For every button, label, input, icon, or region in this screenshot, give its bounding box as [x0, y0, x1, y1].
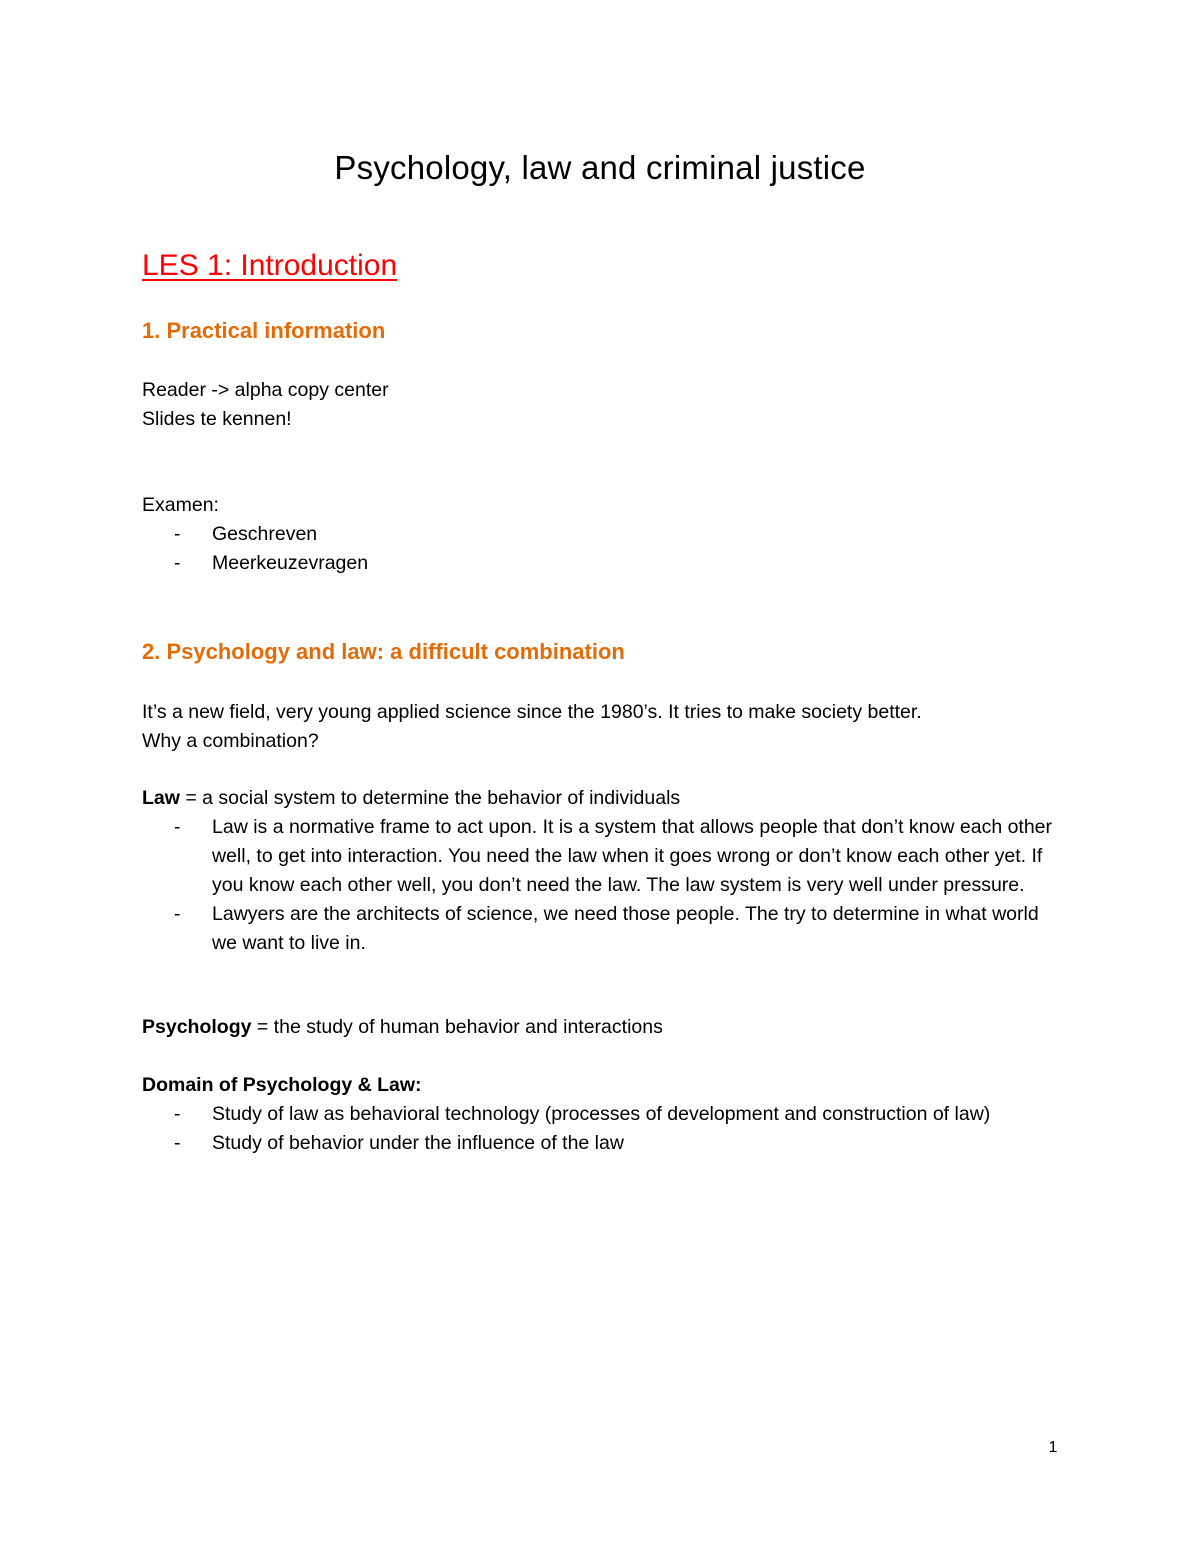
- list-item: [142, 549, 1062, 578]
- intro-line-1: It’s a new field, very young applied science since the 1980’s. It tries to make society better.: [142, 701, 922, 723]
- list-item: [142, 1129, 1062, 1158]
- law-definition: [142, 784, 680, 813]
- bullet-dash: -: [174, 523, 181, 545]
- law-points-list: [142, 813, 1062, 958]
- list-item-text: Geschreven: [212, 523, 318, 545]
- text-line-slides: Slides te kennen!: [142, 408, 292, 430]
- psychology-definition: [142, 1013, 663, 1042]
- domain-points-list: [142, 1100, 1062, 1158]
- list-item-text: Lawyers are the architects of science, we need those people. The try to determine in what world we want to live in.: [212, 903, 1039, 954]
- intro-line-2: Why a combination?: [142, 730, 319, 752]
- section-heading-psychology-and-law: 2. Psychology and law: a difficult combination: [142, 639, 625, 664]
- page-number: 1: [1048, 1439, 1058, 1456]
- section-heading-practical-information: 1. Practical information: [142, 318, 386, 343]
- document-title: Psychology, law and criminal justice: [334, 149, 866, 186]
- list-item: [142, 813, 1062, 900]
- bullet-dash: -: [174, 1103, 181, 1125]
- bullet-dash: -: [174, 1132, 181, 1154]
- law-term: Law: [142, 787, 180, 809]
- text-line-reader: Reader -> alpha copy center: [142, 379, 389, 401]
- exam-label: Examen:: [142, 494, 219, 516]
- list-item-text: Study of behavior under the influence of the law: [212, 1132, 624, 1154]
- exam-list: [142, 520, 1062, 578]
- list-item: [142, 1100, 1062, 1129]
- bullet-dash: -: [174, 552, 181, 574]
- psychology-term: Psychology: [142, 1016, 252, 1038]
- law-definition-text: = a social system to determine the behavior of individuals: [179, 787, 681, 809]
- list-item-text: Study of law as behavioral technology (processes of development and construction of law): [212, 1103, 991, 1125]
- domain-label: Domain of Psychology & Law:: [142, 1074, 422, 1096]
- lesson-heading: LES 1: Introduction: [142, 249, 398, 282]
- list-item: [142, 900, 1062, 958]
- list-item: [142, 520, 1062, 549]
- list-item-text: Meerkeuzevragen: [212, 552, 369, 574]
- psychology-definition-text: = the study of human behavior and interactions: [251, 1016, 663, 1038]
- bullet-dash: -: [174, 816, 181, 838]
- list-item-text: Law is a normative frame to act upon. It is a system that allows people that don’t know each other well, to get into interaction. You need the law when it goes wrong or don’t know each other yet. If you know each other well, you don’t need the law. The law system is very well under pressure.: [212, 816, 1053, 896]
- bullet-dash: -: [174, 903, 181, 925]
